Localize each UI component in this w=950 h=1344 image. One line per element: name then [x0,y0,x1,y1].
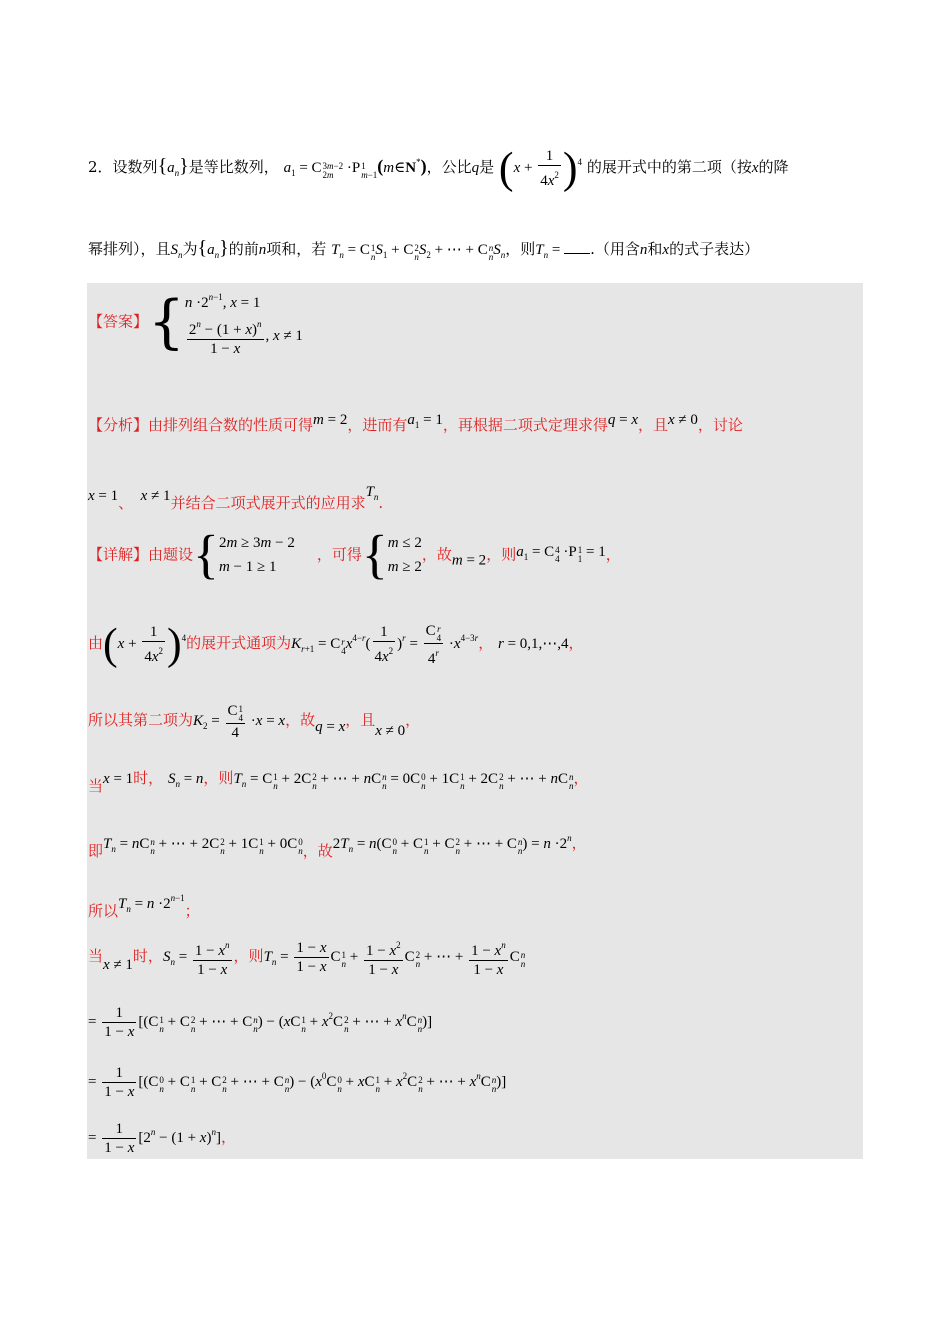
math-Tn: $T_n$ [365,484,379,502]
problem-text: 和 [647,240,663,258]
detail-text: 的展开式通项为 [186,634,292,652]
math-Sn-eq-n: $S_n = n$ [167,771,204,789]
detail-text: ，且 [345,711,376,729]
math-x-eq-1: x = 1 [88,488,119,504]
analysis-line-2 [88,472,383,523]
detail-text: 时， [133,769,164,787]
math-a1-compute: $a_1 = C4$ 4 ·P1 1 = 1 [516,543,606,564]
detail-text: 当 [88,947,104,965]
analysis-text: 由排列组合数的性质可得 [148,416,314,434]
problem-text: 为 [182,240,198,258]
math-Tn-expand-1: $T_n = C1$ n + 2C2 n + ⋯ + nCn n = 0C0 n + 1C1 n + 2C2 n + ⋯ + nCn n [233,771,574,791]
analysis-text: 、 [118,494,134,512]
math-x-ne-0: x ≠ 0 [668,412,698,428]
math-2Tn: $2T_n = n(C0$ n + C1 n + C2 n + ⋯ + Cn $n) = n \cdot 2^n$ [332,833,572,856]
problem-text: 是等比数列， [188,158,279,176]
problem-text: .（用含 [590,240,640,258]
math-Sn: $S_n$ [170,242,183,260]
answer-label: 【答案】 [88,312,149,331]
problem-text: 的式子表达） [669,240,760,258]
math-binomial: (x + $\frac{1}{4x^2}$ )$^4$ [498,143,583,193]
detail-line-9: = $\frac{1}{1 - x}$ [(C0 n + C1 n + C2 n + ⋯ + Cn $n) - (x^0C0$ n + xC1 $n + x^2C2$ n + ⋯ + $x^nCn$ n)] [88,1065,507,1101]
answer-row: 【答案】{ $n \cdot 2^{n-1}$, x = 1 $\frac{2^n - (1 + x)^n}{1 - x}$ , x ≠ 1 [88,285,303,358]
analysis-text: . [378,494,384,512]
detail-line-10: = $\frac{1}{1 - x}$ $[2^n - (1 + x)^n]$， [88,1121,236,1157]
math-sequence-a: $\{a_n\}$ [197,237,229,260]
var-x: x [751,160,759,176]
math-x-ne-1: x ≠ 1 [103,957,133,973]
detail-text: ，故 [302,842,333,860]
detail-text: ，故 [421,545,452,564]
detail-line-2: 由(x + $\frac{1}{4x^2}$ )$^4$的展开式通项为$K_{r+1} = Cr$ $4x^{4-r}$( $\frac{1}{4x^2}$ )$^r$ = Cr 4 4$^r$ $\cdot x^{4-3r}$， r = 0,1,⋯,4， [88,619,584,669]
detail-line-7 [88,936,525,985]
answer-cases: $n \cdot 2^{n-1}$, x = 1 $\frac{2^n - (1 + x)^n}{1 - x}$ , x ≠ 1 [184,292,303,357]
detail-text: 即 [88,842,104,860]
var-n: n [639,242,648,258]
math-second-term: $K_2$ = C1 4 4 ·x = x [193,702,286,741]
detail-text: ，故 [285,711,316,729]
problem-text: 设数列 [112,158,158,176]
math-system-2: { m ≤ 2 m ≥ 2 [361,525,422,585]
math-Tn-result-1: $T_n = n \cdot 2^{n-1}$ [118,893,185,914]
detail-line-5: 即$T_n$ = nCn n + ⋯ + 2C2 n + 1C1 n + 0C0 n，故$2T_n = n(C0$ n + C1 n + C2 n + ⋯ + Cn $n) = n \cdot 2^n$， [88,833,587,860]
problem-text: 的前 [228,240,259,258]
problem-text: 的降 [758,158,789,176]
detail-text: 所以其第二项为 [88,711,194,729]
problem-number: 2． [88,158,113,176]
var-q: q [471,160,480,176]
math-x-ne-0: x ≠ 0 [375,723,406,739]
math-Tn: $T_n$ = [535,242,565,260]
detail-line-4: 当x = 1时， $S_n = n$，则$T_n = C1$ n + 2C2 n + ⋯ + nCn n = 0C0 n + 1C1 n + 2C2 n + ⋯ + nCn n， [88,769,589,795]
math-m-eq-2: m = 2 [451,552,487,569]
detail-text: ，则 [486,545,517,564]
math-x-ne-1: x ≠ 1 [140,488,171,504]
math-a1-eq-1: $a_1 = 1$ [407,412,443,430]
detail-line-6: 所以$T_n = n \cdot 2^{n-1}$； [88,893,200,920]
detail-line-1: 【详解】由题设{ 2m ≥ 3m − 2 m − 1 ≥ 1 ，可得{ m ≤ 2 m ≥ 2 ，故m = 2，则$a_1 = C4$ 4 ·P1 1 = 1， [88,525,621,585]
detail-line-3: 所以其第二项为$K_2$ = C1 4 4 ·x = x，故q = x，且x ≠ 0， [88,702,421,741]
analysis-label: 【分析】 [88,416,149,434]
math-Tn-reverse: $T_n$ = nCn n + ⋯ + 2C2 n + 1C1 n + 0C0 n [103,836,303,856]
analysis-text: ，进而有 [347,416,408,434]
var-x: x [662,242,670,258]
math-binomial: (x + $\frac{1}{4x^2}$ )$^4$ [103,619,187,669]
detail-text: ，可得 [316,545,362,564]
detail-text: 由题设 [148,545,194,564]
problem-text: ，则 [505,240,536,258]
answer-blank[interactable] [564,241,590,254]
math-q-eq-x: q = x [607,412,638,428]
problem-text: 是 [479,158,495,176]
detail-text: 当 [88,777,104,795]
analysis-text: ，讨论 [697,416,743,434]
detail-text: 所以 [88,902,119,920]
math-r-range: r = 0,1,⋯,4 [497,636,569,652]
analysis-text: 并结合二项式展开式的应用求 [170,494,366,512]
analysis-text: ，且 [637,416,668,434]
analysis-text: ，再根据二项式定理求得 [442,416,608,434]
var-n: n [258,242,267,258]
problem-line-2 [88,228,759,275]
problem-line-1 [88,142,789,193]
detail-label: 【详解】 [88,545,149,564]
math-Tn-expand-2: $T_n$ = $\frac{1 - x}{1 - x}$ C1 n + $\frac{1 - x^2}{1 - x}$ C2 n + ⋯ + $\frac{1 - x^n}{1 - x}$ Cn n [264,949,526,965]
problem-text: 项和，若 [266,240,327,258]
math-general-term: $K_{r+1} = Cr$ $4x^{4-r}$( $\frac{1}{4x^2}$ )$^r$ = Cr 4 4$^r$ $\cdot x^{4-3r}$ [291,622,479,667]
analysis-line-1 [88,400,743,445]
problem-text: 幂排列），且 [88,240,171,258]
math-Tn-definition: $T_n = C1$ $nS_1 + C2$ $nS_2$ + ⋯ + Cn $nS_n$ [331,242,506,262]
math-a1-definition: $a_1 = C3m-2$ 2m ·P1 m−1(m∈N*) [283,156,427,180]
math-m-eq-2: m = 2 [313,412,348,428]
detail-text: ，则 [203,769,234,787]
detail-text: ，则 [233,947,264,965]
math-q-eq-x: q = x [315,719,346,735]
math-x-eq-1: x = 1 [103,771,134,787]
math-Sn-geometric: $S_n$ = $\frac{1 - x^n}{1 - x}$ [163,949,234,965]
detail-text: 时， [132,947,163,965]
detail-text: 由 [88,634,104,652]
problem-text: 的展开式中的第二项（按 [586,158,752,176]
problem-text: ，公比 [426,158,472,176]
math-system-1: { 2m ≥ 3m − 2 m − 1 ≥ 1 [193,525,295,585]
detail-line-8: = $\frac{1}{1 - x}$ [(C1 n + C2 n + ⋯ + Cn n) − (xC1 $n + x^2C2$ n + ⋯ + $x^nCn$ n)] [88,1005,433,1041]
math-sequence-a: $\{a_n\}$ [157,155,189,178]
